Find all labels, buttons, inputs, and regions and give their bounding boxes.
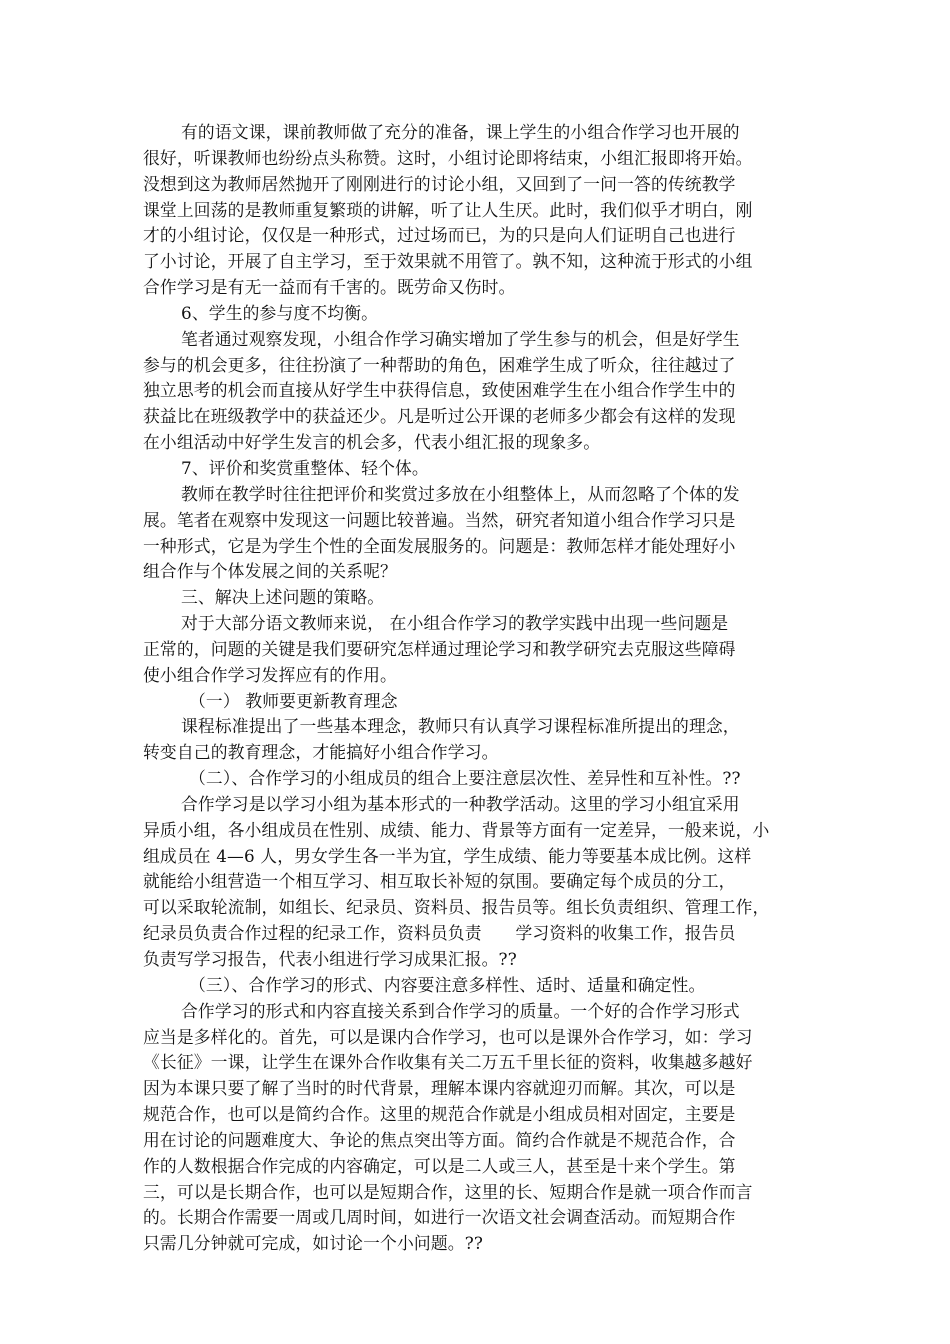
text-line: 可以采取轮流制，如组长、纪录员、资料员、报告员等。组长负责组织、管理工作， [143,897,770,918]
text-line: 合作学习是以学习小组为基本形式的一种教学活动。这里的学习小组宜采用 [181,793,740,814]
text-line: 展。笔者在观察中发现这一问题比较普遍。当然，研究者知道小组合作学习只是 [143,509,736,530]
text-line: 三、解决上述问题的策略。 [181,587,385,608]
text-line: 很好，听课教师也纷纷点头称赞。这时，小组讨论即将结束，小组汇报即将开始。 [143,147,753,168]
text-line: 才的小组讨论，仅仅是一种形式，过过场而已，为的只是向人们证明自己也进行 [143,225,736,246]
text-line: 用在讨论的问题难度大、争论的焦点突出等方面。简约合作就是不规范合作，合 [143,1129,736,1150]
text-line: 的。长期合作需要一周或几周时间，如进行一次语文社会调查活动。而短期合作 [143,1207,736,1228]
text-line: 有的语文课，课前教师做了充分的准备，课上学生的小组合作学习也开展的 [181,122,740,142]
text-line: 合作学习的形式和内容直接关系到合作学习的质量。一个好的合作学习形式 [181,1000,740,1021]
text-line: 在小组活动中好学生发言的机会多，代表小组汇报的现象多。 [143,432,601,453]
text-line: 正常的，问题的关键是我们要研究怎样通过理论学习和教学研究去克服这些障碍 [143,638,736,659]
text-line: 合作学习是有无一益而有千害的。既劳命又伤时。 [143,277,516,298]
text-line: 7、评价和奖赏重整体、轻个体。 [181,457,429,478]
text-line: 《长征》一课，让学生在课外合作收集有关二万五千里长征的资料，收集越多越好 [143,1052,753,1073]
text-line: 三，可以是长期合作，也可以是短期合作，这里的长、短期合作是就一项合作而言 [143,1181,753,1202]
text-line: （一） 教师要更新教育理念 [189,690,398,711]
text-line: 只需几分钟就可完成，如讨论一个小问题。?? [143,1233,483,1254]
text-line: 就能给小组营造一个相互学习、相互取长补短的氛围。要确定每个成员的分工， [143,871,736,892]
text-line: 转变自己的教育理念，才能搞好小组合作学习。 [143,742,499,763]
text-line: 了小讨论，开展了自主学习，至于效果就不用管了。孰不知，这种流于形式的小组 [143,251,753,272]
text-line: 应当是多样化的。首先，可以是课内合作学习，也可以是课外合作学习，如：学习 [143,1026,753,1047]
text-line: 规范合作，也可以是简约合作。这里的规范合作就是小组成员相对固定，主要是 [143,1104,736,1125]
text-line: 6、学生的参与度不均衡。 [181,302,379,323]
text-line: 一种形式，它是为学生个性的全面发展服务的。问题是：教师怎样才能处理好小 [143,535,736,556]
text-line: 教师在教学时往往把评价和奖赏过多放在小组整体上，从而忽略了个体的发 [181,483,740,504]
text-line: 纪录员负责合作过程的纪录工作，资料员负责 学习资料的收集工作，报告员 [143,923,736,944]
text-line: 使小组合作学习发挥应有的作用。 [143,664,397,685]
text-line: 异质小组，各小组成员在性别、成绩、能力、背景等方面有一定差异，一般来说，小 [143,819,770,840]
text-line: 因为本课只要了解了当时的时代背景，理解本课内容就迎刃而解。其次，可以是 [143,1078,736,1099]
text-line: （二）、合作学习的小组成员的组合上要注意层次性、差异性和互补性。?? [189,768,741,789]
text-line: 参与的机会更多，往往扮演了一种帮助的角色，困难学生成了听众，往往越过了 [143,354,736,375]
text-line: 课程标准提出了一些基本理念，教师只有认真学习课程标准所提出的理念， [181,716,740,737]
text-line: 组合作与个体发展之间的关系呢？ [143,561,397,582]
text-line: 组成员在 4—6 人，男女学生各一半为宜，学生成绩、能力等要基本成比例。这样 [143,845,752,866]
text-line: 没想到这为教师居然抛开了刚刚进行的讨论小组，又回到了一问一答的传统教学 [143,173,736,194]
document-body [143,120,809,1257]
text-line: 获益比在班级教学中的获益还少。凡是听过公开课的老师多少都会有这样的发现 [143,406,736,427]
text-line: 独立思考的机会而直接从好学生中获得信息，致使困难学生在小组合作学生中的 [143,380,736,401]
text-line: 对于大部分语文教师来说， 在小组合作学习的教学实践中出现一些问题是 [181,613,729,634]
text-line: （三）、合作学习的形式、内容要注意多样性、适时、适量和确定性。 [189,974,706,995]
text-line: 负责写学习报告，代表小组进行学习成果汇报。?? [143,949,517,969]
text-line: 课堂上回荡的是教师重复繁琐的讲解，听了让人生厌。此时，我们似乎才明白，刚 [143,199,753,220]
text-line: 作的人数根据合作完成的内容确定，可以是二人或三人，甚至是十来个学生。第 [143,1155,736,1176]
text-line: 笔者通过观察发现，小组合作学习确实增加了学生参与的机会，但是好学生 [181,328,740,349]
